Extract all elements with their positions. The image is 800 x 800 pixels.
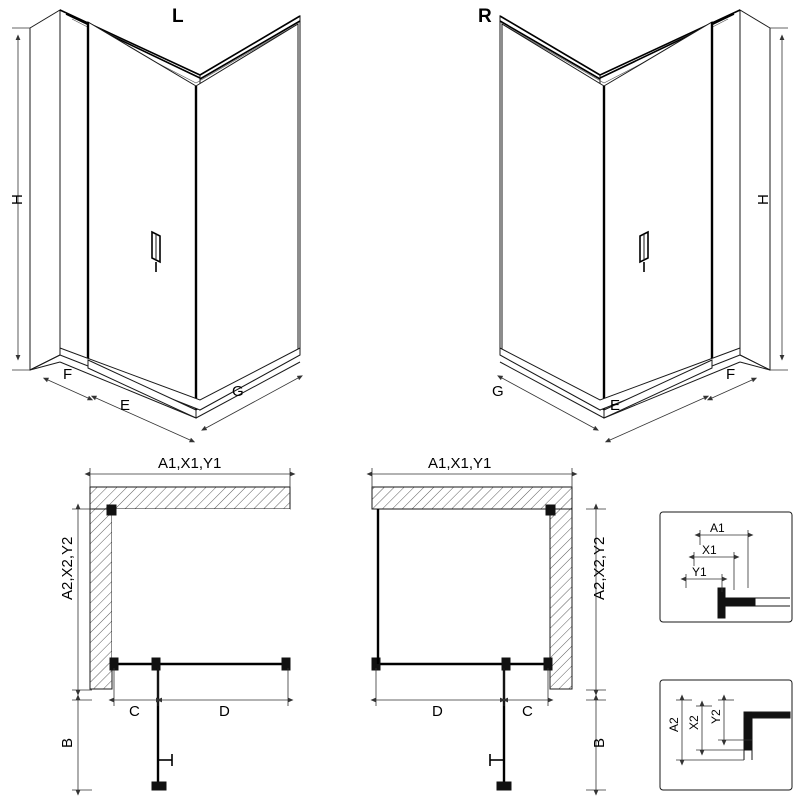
plan-right-top-dim: A1,X1,Y1	[428, 455, 492, 472]
plan-view-right	[372, 455, 608, 790]
plan-left-side-dim: A2,X2,Y2	[59, 536, 76, 600]
plan-right-bottom-left-dim: D	[432, 703, 443, 720]
iso-view-right	[500, 10, 788, 440]
iso-left-depth-label: F	[63, 366, 73, 383]
iso-left-height-label: H	[9, 194, 26, 205]
plan-right-side-dim: A2,X2,Y2	[591, 536, 608, 600]
detail-bottom-label-x2: X2	[687, 715, 701, 730]
iso-left-width-label: G	[232, 383, 244, 400]
iso-right-width-label: G	[492, 383, 504, 400]
plan-left-swing-dim: B	[59, 737, 76, 748]
iso-view-left	[9, 6, 300, 440]
iso-left-door-label: E	[120, 397, 131, 414]
detail-bottom-label-a2: A2	[667, 717, 681, 732]
detail-bottom-label-y2: Y2	[709, 709, 723, 724]
iso-right-height-label: H	[755, 194, 772, 205]
plan-right-bottom-right-dim: C	[522, 703, 533, 720]
detail-top-label-a1: A1	[710, 521, 725, 535]
plan-left-bottom-right-dim: D	[219, 703, 230, 720]
plan-view-left	[59, 455, 290, 790]
iso-right-depth-label: F	[726, 366, 736, 383]
detail-box-bottom	[660, 680, 792, 790]
iso-right-variant-label: R	[478, 6, 492, 27]
detail-top-label-x1: X1	[702, 543, 717, 557]
iso-right-door-label: E	[610, 397, 621, 414]
iso-left-variant-label: L	[172, 6, 184, 27]
plan-left-bottom-left-dim: C	[129, 703, 140, 720]
plan-right-swing-dim: B	[591, 737, 608, 748]
detail-top-label-y1: Y1	[692, 565, 707, 579]
plan-left-top-dim: A1,X1,Y1	[158, 455, 222, 472]
detail-box-top	[660, 512, 792, 622]
